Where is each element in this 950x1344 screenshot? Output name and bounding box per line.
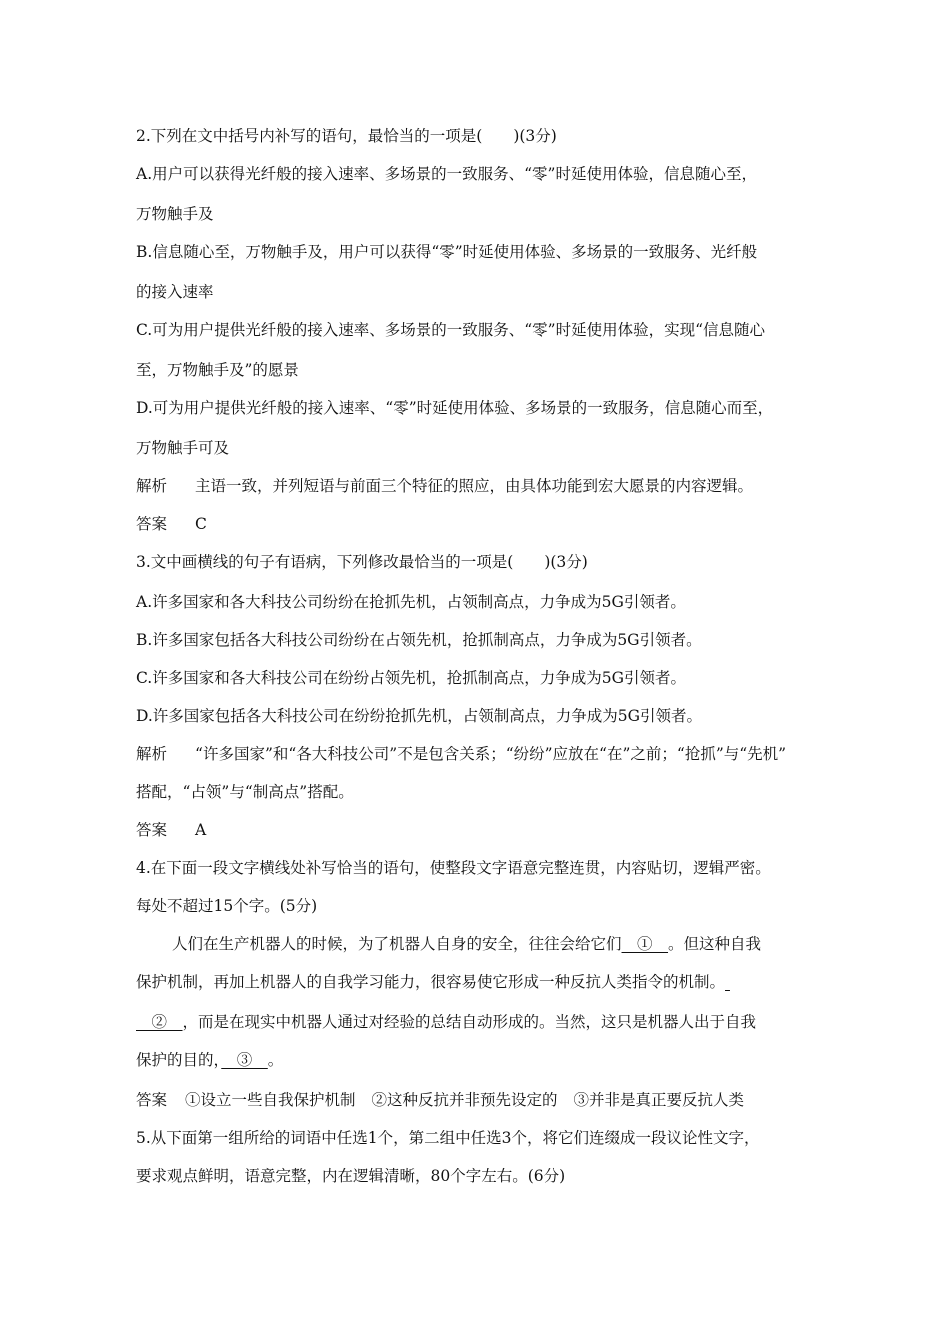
q3-option-d: D.许多国家包括各大科技公司在纷纷抢抓先机，占领制高点，力争成为5G引领者。 bbox=[136, 707, 703, 725]
answer-1: ①设立一些自我保护机制 bbox=[185, 1091, 356, 1109]
passage-text: 保护机制，再加上机器人的自我学习能力，很容易使它形成一种反抗人类指令的机制。 bbox=[136, 973, 726, 991]
q3-option-b: B.许多国家包括各大科技公司纷纷在占领先机，抢抓制高点，力争成为5G引领者。 bbox=[136, 631, 702, 649]
answer-2: ②这种反抗并非预先设定的 bbox=[371, 1091, 558, 1109]
q5-stem-cont: 要求观点鲜明，语意完整，内在逻辑清晰，80个字左右。(6分) bbox=[136, 1167, 566, 1185]
q2-stem: 2.下列在文中括号内补写的语句，最恰当的一项是( )(3分) bbox=[136, 127, 557, 145]
passage-line-2 bbox=[136, 972, 730, 992]
q3-answer bbox=[136, 820, 206, 840]
answer-label: 答案 bbox=[136, 821, 168, 839]
answer-label: 答案 bbox=[136, 515, 168, 533]
q2-option-c: C.可为用户提供光纤般的接入速率、多场景的一致服务、“零”时延使用体验，实现“信息随心 bbox=[136, 321, 766, 339]
q3-analysis-cont: 搭配，“占领”与“制高点”搭配。 bbox=[136, 783, 354, 801]
q3-stem: 3.文中画横线的句子有语病，下列修改最恰当的一项是( )(3分) bbox=[136, 553, 588, 571]
answer-value: A bbox=[195, 821, 207, 839]
q3-option-a: A.许多国家和各大科技公司纷纷在抢抓先机，占领制高点，力争成为5G引领者。 bbox=[136, 593, 686, 611]
q2-option-b-cont: 的接入速率 bbox=[136, 283, 214, 301]
q2-answer bbox=[136, 514, 207, 534]
q2-option-a-cont: 万物触手及 bbox=[136, 205, 214, 223]
q2-analysis bbox=[136, 476, 753, 496]
passage-line-4 bbox=[136, 1050, 283, 1070]
q2-option-d: D.可为用户提供光纤般的接入速率、“零”时延使用体验、多场景的一致服务，信息随心而至， bbox=[136, 399, 774, 417]
passage-text: 。但这种自我 bbox=[668, 935, 762, 953]
passage-text: ，而是在现实中机器人通过对经验的总结自动形成的。当然，这只是机器人出于自我 bbox=[182, 1013, 757, 1031]
q4-stem: 4.在下面一段文字横线处补写恰当的语句，使整段文字语意完整连贯，内容贴切，逻辑严密。 bbox=[136, 859, 771, 877]
q3-analysis bbox=[136, 744, 786, 764]
blank-1: ① bbox=[621, 935, 669, 953]
passage-text: 人们在生产机器人的时候，为了机器人自身的安全，往往会给它们 bbox=[172, 935, 622, 953]
analysis-label: 解析 bbox=[136, 745, 168, 763]
blank-2: ② bbox=[136, 1013, 183, 1031]
passage-line-3 bbox=[136, 1012, 756, 1032]
answer-label: 答案 bbox=[136, 1091, 168, 1109]
answer-value: C bbox=[195, 515, 207, 533]
q2-option-a: A.用户可以获得光纤般的接入速率、多场景的一致服务、“零”时延使用体验，信息随心至， bbox=[136, 165, 757, 183]
q2-option-d-cont: 万物触手可及 bbox=[136, 439, 230, 457]
analysis-text: 主语一致，并列短语与前面三个特征的照应，由具体功能到宏大愿景的内容逻辑。 bbox=[195, 477, 754, 495]
analysis-label: 解析 bbox=[136, 477, 168, 495]
answer-3: ③并非是真正要反抗人类 bbox=[573, 1091, 745, 1109]
q2-option-b: B.信息随心至，万物触手及，用户可以获得“零”时延使用体验、多场景的一致服务、光纤般 bbox=[136, 243, 758, 261]
q2-option-c-cont: 至，万物触手及”的愿景 bbox=[136, 361, 299, 379]
passage-text: 保护的目的， bbox=[136, 1051, 222, 1069]
q5-stem: 5.从下面第一组所给的词语中任选1个，第二组中任选3个，将它们连缀成一段议论性文字， bbox=[136, 1129, 760, 1147]
blank-2-start bbox=[725, 973, 730, 991]
passage-text: 。 bbox=[267, 1051, 284, 1069]
q4-stem-cont: 每处不超过15个字。(5分) bbox=[136, 897, 318, 915]
q4-answer bbox=[136, 1090, 744, 1110]
passage-line-1 bbox=[172, 934, 761, 954]
blank-3: ③ bbox=[221, 1051, 268, 1069]
q3-option-c: C.许多国家和各大科技公司在纷纷占领先机，抢抓制高点，力争成为5G引领者。 bbox=[136, 669, 686, 687]
analysis-text: “许多国家”和“各大科技公司”不是包含关系；“纷纷”应放在“在”之前；“抢抓”与“先机” bbox=[195, 745, 787, 763]
